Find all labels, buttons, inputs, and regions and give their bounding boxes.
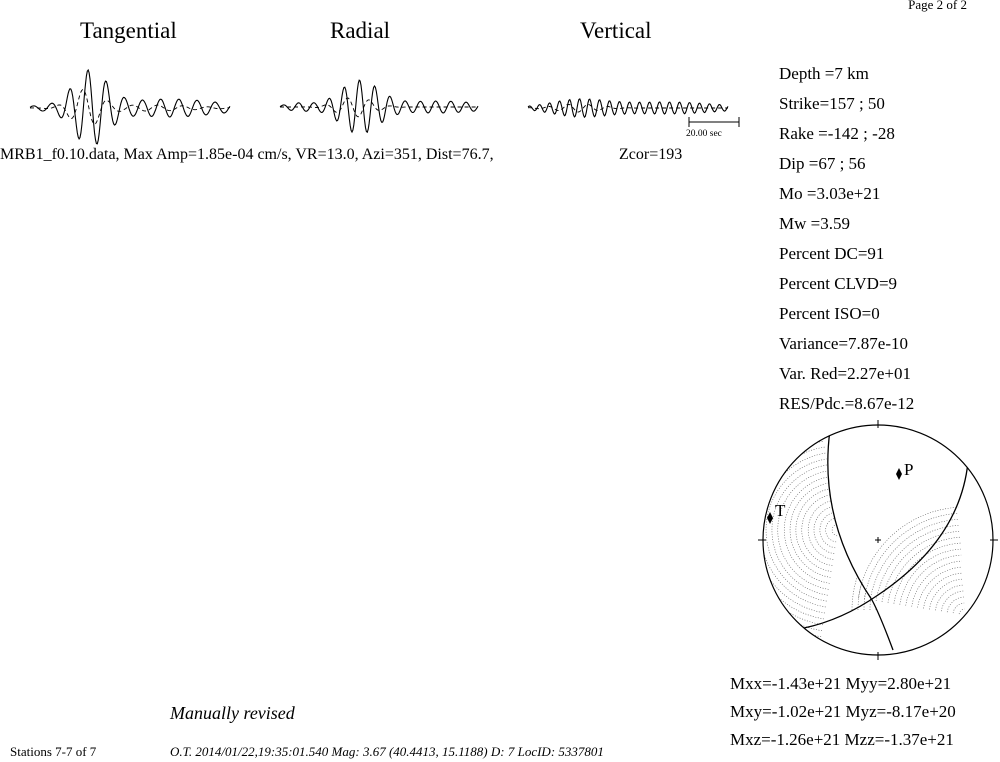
time-scale-label: 20.00 sec <box>686 129 722 139</box>
page-number: Page 2 of 2 <box>908 0 967 12</box>
time-scale-bar <box>689 117 739 127</box>
compression-hatch-left <box>748 441 824 619</box>
percent-iso-value: Percent ISO=0 <box>779 304 880 323</box>
dip-value: Dip =67 ; 56 <box>779 154 866 173</box>
variance-value: Variance=7.87e-10 <box>779 334 909 353</box>
compression-hatch-left <box>742 435 823 625</box>
stations-count: Stations 7-7 of 7 <box>10 744 97 759</box>
compression-hatch-left <box>718 412 819 649</box>
p-axis-label: P <box>904 460 914 479</box>
percent-clvd-value: Percent CLVD=9 <box>779 274 898 293</box>
strike-value: Strike=157 ; 50 <box>779 94 885 113</box>
mo-value: Mo =3.03e+21 <box>779 184 881 203</box>
compression-hatch-left <box>766 459 827 601</box>
station-info: MRB1_f0.10.data, Max Amp=1.85e-04 cm/s, VR=13.0, Azi=351, Dist=76.7, <box>0 146 494 163</box>
moment-tensor <box>730 671 956 755</box>
solution-parameters <box>779 62 914 422</box>
manually-revised-note: Manually revised <box>170 703 295 723</box>
tensor-row-3: Mxz=-1.26e+21 Mzz=-1.37e+21 <box>730 730 954 749</box>
tangential-title: Tangential <box>80 18 177 43</box>
radial-title: Radial <box>330 18 391 43</box>
depth-value: Depth =7 km <box>779 64 869 83</box>
compression-hatch-left <box>754 447 825 613</box>
compression-hatch-left <box>700 394 816 667</box>
compression-hatch-left <box>730 423 821 636</box>
compression-hatch-left <box>778 471 829 590</box>
radial-observed-trace <box>280 80 478 132</box>
focal-mechanism-beachball <box>700 380 1000 700</box>
compression-hatch-left <box>808 500 833 559</box>
mw-value: Mw =3.59 <box>779 214 850 233</box>
compression-hatch-left <box>706 400 818 661</box>
compression-hatch-left <box>772 465 828 595</box>
compression-hatch-left <box>814 506 834 553</box>
compression-hatch-left <box>760 453 826 607</box>
zcor-value: Zcor=193 <box>619 146 683 163</box>
tensor-row-2: Mxy=-1.02e+21 Myz=-8.17e+20 <box>730 702 956 721</box>
res-pdc-value: RES/Pdc.=8.67e-12 <box>779 394 915 413</box>
origin-info: O.T. 2014/01/22,19:35:01.540 Mag: 3.67 (40.4413, 15.1188) D: 7 LocID: 5337801 <box>170 744 604 759</box>
compression-hatch-left <box>826 518 836 542</box>
compression-hatch-left <box>820 512 835 548</box>
compression-hatch-left <box>802 494 833 565</box>
var-red-value: Var. Red=2.27e+01 <box>779 364 912 383</box>
tangential-observed-trace <box>30 70 230 144</box>
t-axis-label: T <box>775 501 786 520</box>
compression-hatch-left <box>796 489 832 572</box>
percent-dc-value: Percent DC=91 <box>779 244 885 263</box>
compression-hatch-left <box>712 406 818 655</box>
compression-hatch-left <box>736 429 822 630</box>
rake-value: Rake =-142 ; -28 <box>779 124 895 143</box>
tangential-synthetic-trace <box>30 90 230 125</box>
tensor-row-1: Mxx=-1.43e+21 Myy=2.80e+21 <box>730 674 952 693</box>
vertical-title: Vertical <box>580 18 652 43</box>
